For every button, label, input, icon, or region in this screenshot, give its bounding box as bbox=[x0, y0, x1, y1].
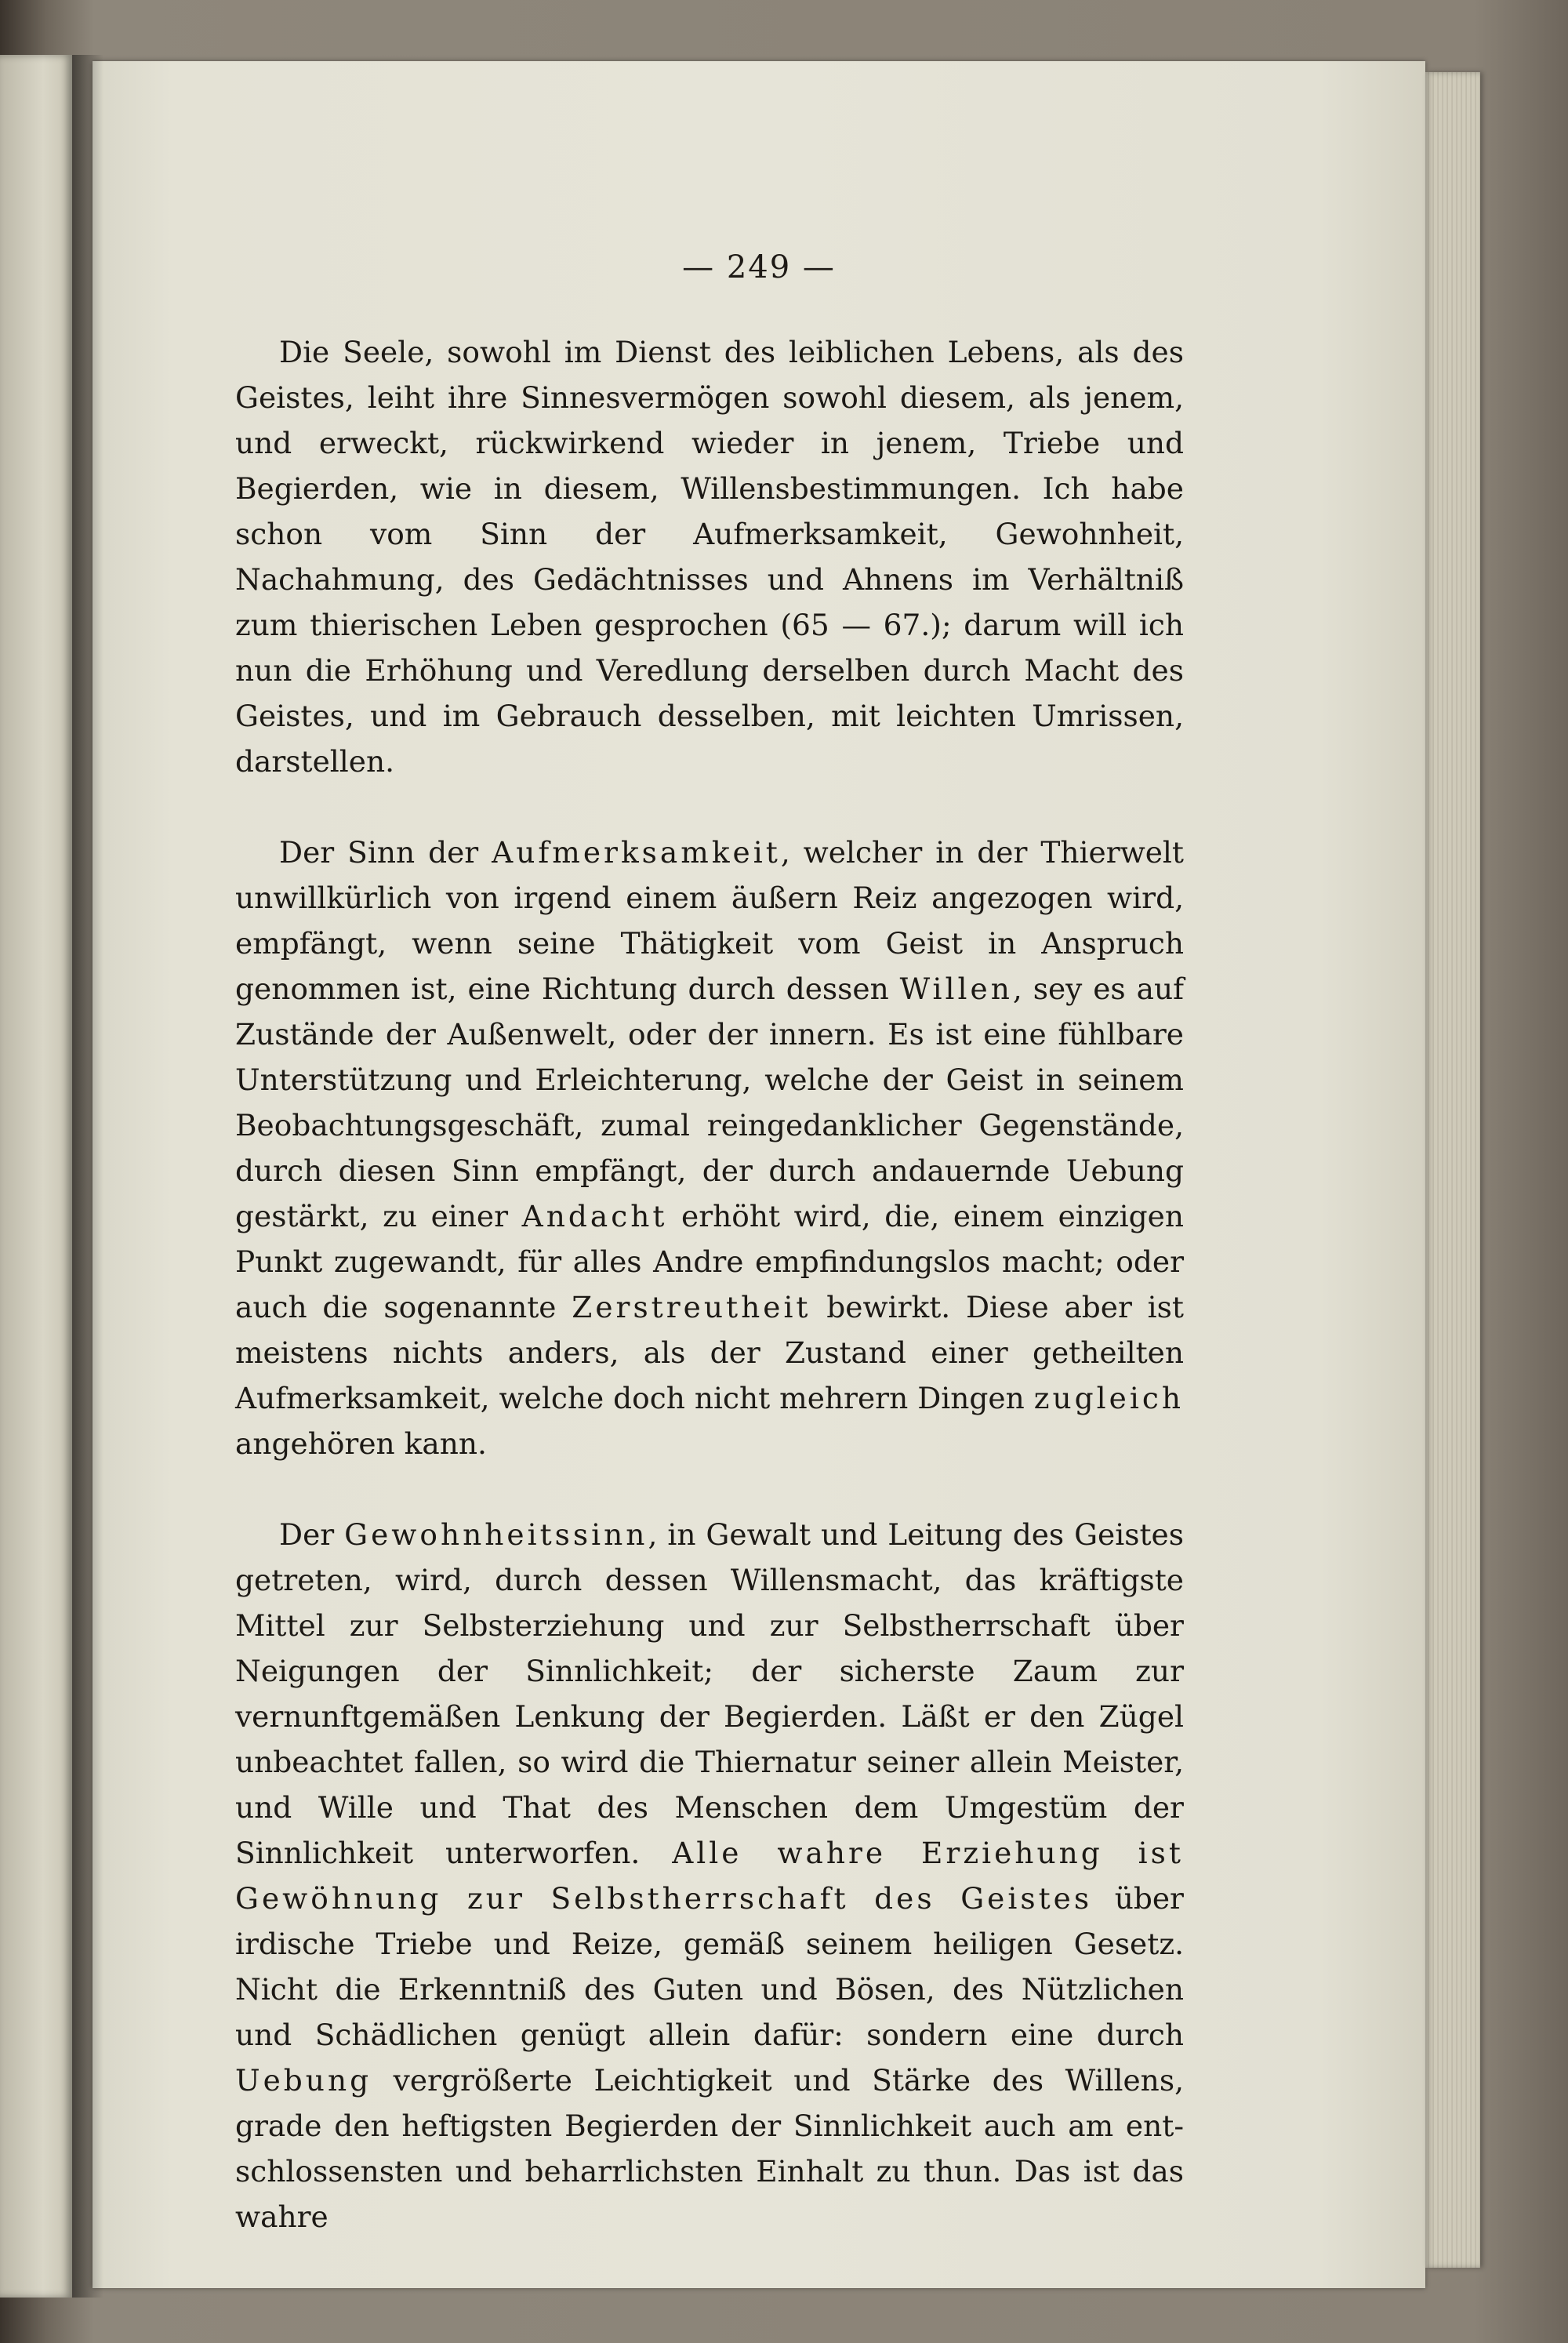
body-text bbox=[235, 329, 1184, 2239]
emphasized-term: Alle wahre Erziehung ist Gewöhnung zur Selbstherrschaft des Geistes bbox=[235, 1836, 1184, 1916]
text-segment: angehören kann. bbox=[235, 1426, 487, 1461]
paragraph-2 bbox=[235, 830, 1184, 1466]
page-stack-edge bbox=[1425, 72, 1480, 2268]
emphasized-term: Willen bbox=[899, 972, 1013, 1006]
emphasized-term: Aufmerksamkeit bbox=[492, 835, 781, 870]
text-segment: Die Seele, sowohl im Dienst des leiblichen Lebens, als des Geistes, leiht ihre Sinnesvermögen sowohl diesem, als jenem, und erweckt, rückwirkend wieder in jenem, Triebe und Begierden, wie in diesem, Willensbestimmungen. Ich habe schon vom Sinn der Aufmerksamkeit, Gewohnheit, Nachahmung, des Gedächtnisses und Ahnens im Verhältniß zum thierischen Leben gesprochen (65 — 67.); darum will ich nun die Erhöhung und Veredlung derselben durch Macht des Geistes, und im Gebrauch desselben, mit leichten Umrissen, darstellen. bbox=[235, 335, 1184, 779]
left-page-edge bbox=[0, 55, 72, 2298]
page-number: — 249 — bbox=[682, 249, 836, 285]
paragraph-1 bbox=[235, 329, 1184, 784]
text-segment: bewirkt. Diese aber ist meistens nichts anders, als der Zustand einer getheilten Aufmerksamkeit, welche doch nicht mehrern Dingen bbox=[235, 1290, 1184, 1415]
emphasized-term: Uebung bbox=[235, 2063, 372, 2098]
text-segment: über irdische Triebe und Reize, gemäß seinem heiligen Gesetz. Nicht die Erkenntniß des Guten und Bösen, des Nützlichen und Schädlichen genügt allein dafür: sondern eine durch bbox=[235, 1881, 1184, 2052]
paragraph-3 bbox=[235, 1512, 1184, 2239]
text-segment: Der bbox=[279, 1517, 345, 1552]
emphasized-term: Zerstreutheit bbox=[572, 1290, 811, 1324]
emphasized-term: Gewohnheitssinn bbox=[344, 1517, 648, 1552]
text-segment: , sey es auf Zustände der Außenwelt, oder der innern. Es ist eine fühlbare Unterstützung und Erleichterung, welche der Geist in seinem Beobachtungsgeschäft, zumal reingedanklicher Gegenstände, durch diesen Sinn empfängt, der durch andauernde Uebung gestärkt, zu einer bbox=[235, 972, 1184, 1233]
emphasized-term: zugleich bbox=[1033, 1381, 1184, 1415]
text-segment: Der Sinn der bbox=[279, 835, 492, 870]
text-segment: erhöht wird, die, einem einzigen Punkt zugewandt, für alles Andre empfindungslos macht; oder auch die sogenannte bbox=[235, 1199, 1185, 1324]
text-segment: , in Gewalt und Leitung des Geistes getreten, wird, durch dessen Willensmacht, das kräftigste Mittel zur Selbsterziehung und zur Selbstherrschaft über Neigungen der Sinnlichkeit; der sicherste Zaum zur vernunftgemäßen Lenkung der Begierden. Läßt er den Zügel unbeachtet fallen, so wird die Thiernatur seiner allein Meister, und Wille und That des Menschen dem Umgestüm der Sinnlichkeit unterworfen. bbox=[235, 1517, 1184, 1870]
text-segment: , welcher in der Thierwelt unwillkürlich von irgend einem äußern Reiz angezogen wird, empfängt, wenn seine Thätigkeit vom Geist in Anspruch genommen ist, eine Richtung durch dessen bbox=[235, 835, 1184, 1006]
text-segment: vergrößerte Leichtigkeit und Stärke des Willens, grade den heftigsten Begierden der Sinnlichkeit auch am entschlossensten und beharrlichsten Einhalt zu thun. Das ist das wahre bbox=[235, 2063, 1184, 2234]
emphasized-term: Andacht bbox=[521, 1199, 668, 1233]
gutter-shadow bbox=[72, 55, 103, 2298]
